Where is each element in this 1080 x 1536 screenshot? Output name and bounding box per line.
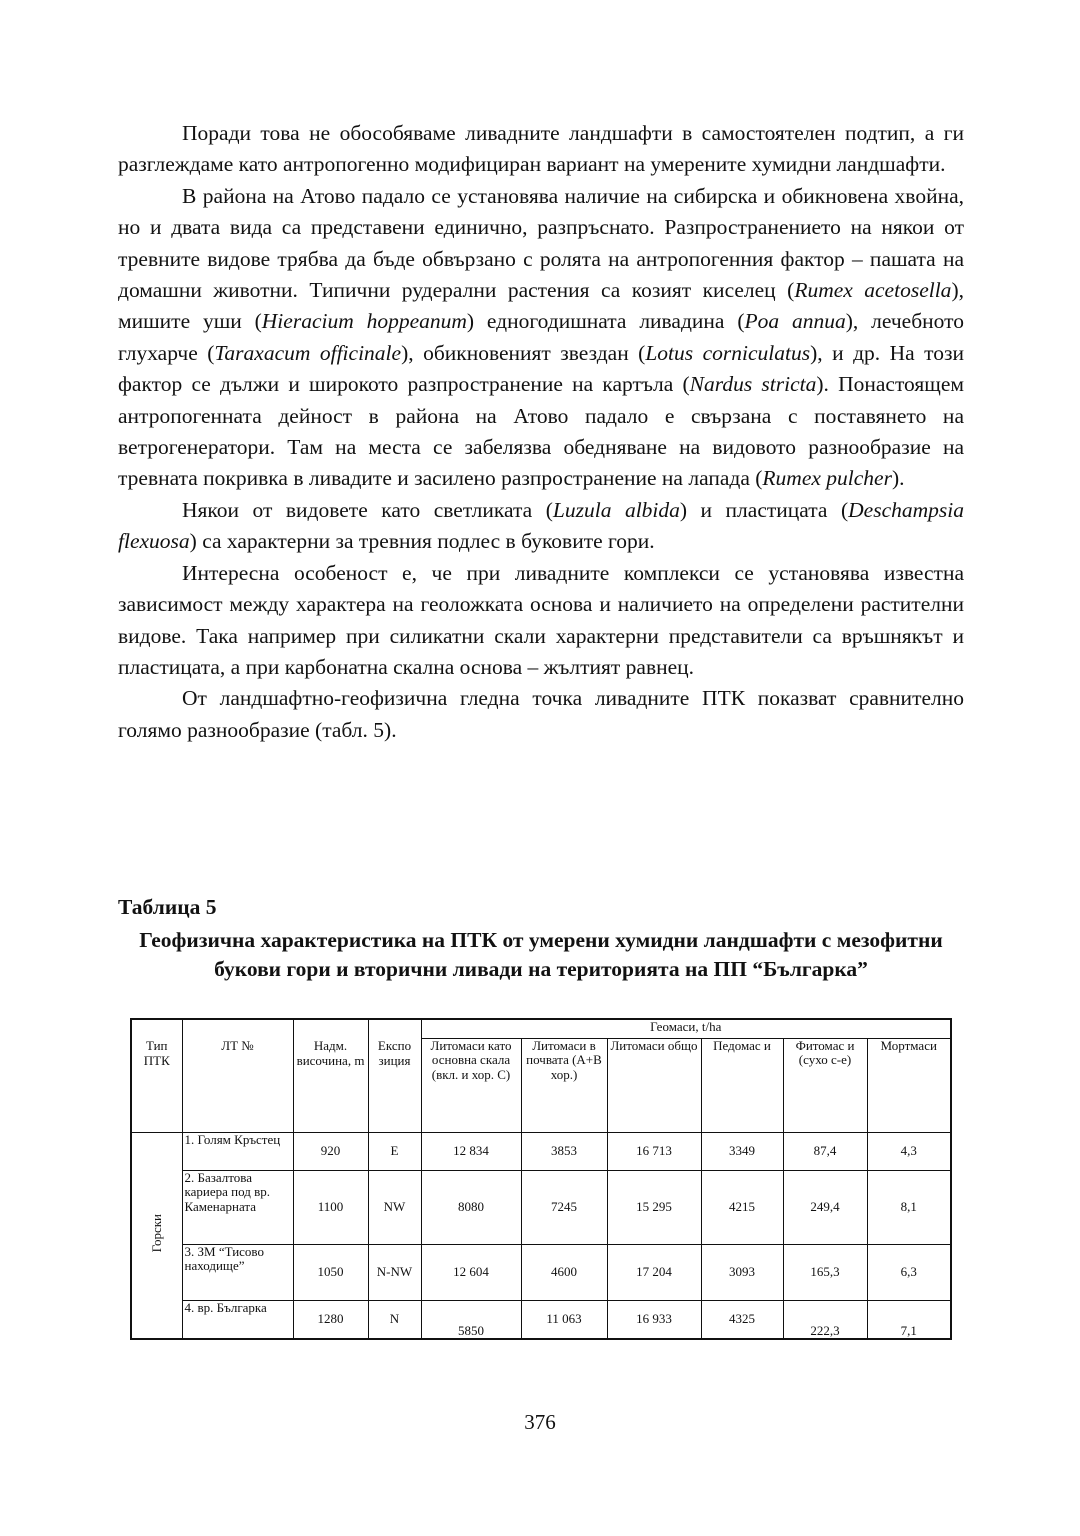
cell-alt: 1100 bbox=[293, 1170, 368, 1244]
text-segment: Интересна особеност е, че при ливадните комплекси се установява известна зависимост между характера на геоложката основа и наличието на определени растителни видове. Така например при силикатни скали характерни представители са връшнякът и пластицата, а при карбонатна скална основа – жълтият равнец. bbox=[118, 560, 964, 679]
cell-lt: 1. Голям Кръстец bbox=[182, 1132, 293, 1170]
cell-lito-soil: 4600 bbox=[521, 1244, 607, 1300]
header-morto: Мортмаси bbox=[867, 1038, 951, 1132]
cell-alt: 1280 bbox=[293, 1300, 368, 1339]
species-name: Poa annua bbox=[744, 309, 846, 334]
cell-lito-rock: 8080 bbox=[421, 1170, 521, 1244]
cell-lito-soil: 7245 bbox=[521, 1170, 607, 1244]
header-type: Тип ПТК bbox=[131, 1019, 182, 1132]
cell-pedo: 3093 bbox=[701, 1244, 783, 1300]
header-phyto: Фитомас и (сухо с-е) bbox=[783, 1038, 867, 1132]
text-segment: ) едногодишната ливадина ( bbox=[466, 309, 745, 334]
species-name: Deschampsia flexuosa bbox=[118, 497, 964, 554]
paragraph bbox=[118, 181, 964, 495]
header-lito-total: Литомаси общо bbox=[607, 1038, 701, 1132]
header-pedo: Педомас и bbox=[701, 1038, 783, 1132]
text-segment: В района на Атово падало се установява наличие на сибирска и обикновена хвойна, но и двата вида са представени единично, разпръснато. Разпространението на някои от тревните видове трябва да бъде обвързано с ролята на антропогенния фактор – пашата на домашни животни. Типични рудерални растения са козият киселец ( bbox=[118, 183, 964, 303]
cell-phyto: 222,3 bbox=[783, 1300, 867, 1339]
paragraph bbox=[118, 683, 964, 746]
cell-morto: 8,1 bbox=[867, 1170, 951, 1244]
table-row bbox=[131, 1244, 951, 1300]
table-row bbox=[131, 1170, 951, 1244]
text-segment: Някои от видовете като светликата ( bbox=[182, 497, 553, 522]
cell-phyto: 165,3 bbox=[783, 1244, 867, 1300]
cell-exp: E bbox=[368, 1132, 421, 1170]
paragraph bbox=[118, 495, 964, 558]
header-geomass-group: Геомаси, t/ha bbox=[421, 1019, 951, 1038]
text-segment: От ландшафтно-геофизична гледна точка ливадните ПТК показват сравнително голямо разнообразие (табл. 5). bbox=[118, 686, 964, 742]
text-segment: ), обикновеният звездан ( bbox=[401, 340, 646, 365]
cell-exp: N-NW bbox=[368, 1244, 421, 1300]
species-name: Rumex acetosella bbox=[794, 278, 952, 303]
text-segment: ), лечебното глухарче ( bbox=[118, 309, 964, 365]
cell-lito-rock: 12 834 bbox=[421, 1132, 521, 1170]
cell-lito-total: 16 933 bbox=[607, 1300, 701, 1339]
species-name: Taraxacum officinale bbox=[214, 340, 402, 365]
species-name: Luzula albida bbox=[552, 497, 680, 522]
header-lt: ЛТ № bbox=[182, 1019, 293, 1132]
cell-lito-soil: 11 063 bbox=[521, 1300, 607, 1339]
paragraph bbox=[118, 558, 964, 684]
cell-lito-total: 17 204 bbox=[607, 1244, 701, 1300]
table-label: Таблица 5 bbox=[118, 895, 217, 919]
paragraph bbox=[118, 118, 964, 181]
group-cell bbox=[131, 1132, 182, 1339]
species-name: Nardus stricta bbox=[689, 372, 817, 397]
cell-pedo: 4215 bbox=[701, 1170, 783, 1244]
species-name: Lotus corniculatus bbox=[645, 340, 811, 365]
species-name: Hieracium hoppeanum bbox=[261, 309, 467, 334]
header-lito-rock: Литомаси като основна скала (вкл. и хор. С) bbox=[421, 1038, 521, 1132]
cell-pedo: 3349 bbox=[701, 1132, 783, 1170]
text-segment: ), мишите уши ( bbox=[118, 278, 964, 334]
geophysical-table bbox=[130, 1018, 952, 1340]
text-segment: ). Понастоящем антропогенната дейност в района на Атово падало е свързана с поставянето на ветрогенератори. Там на места се забелязва обедняване на видовото разнообразие на тревната покривка в ливадите и засилено разпространение на лапада ( bbox=[118, 372, 964, 491]
text-segment: ). bbox=[891, 466, 905, 491]
cell-exp: NW bbox=[368, 1170, 421, 1244]
species-name: Rumex pulcher bbox=[762, 466, 892, 491]
cell-lito-rock: 5850 bbox=[421, 1300, 521, 1339]
group-label: Горски bbox=[148, 1214, 164, 1253]
cell-morto: 4,3 bbox=[867, 1132, 951, 1170]
text-segment: Поради това не обособяваме ливадните ландшафти в самостоятелен подтип, а ги разглеждаме като антропогенно модифициран вариант на умерените хумидни ландшафти. bbox=[118, 121, 964, 177]
cell-pedo: 4325 bbox=[701, 1300, 783, 1339]
cell-alt: 1050 bbox=[293, 1244, 368, 1300]
text-segment: ), и др. На този фактор се дължи и широкото разпространение на картъла ( bbox=[118, 340, 965, 397]
cell-morto: 7,1 bbox=[867, 1300, 951, 1339]
cell-phyto: 87,4 bbox=[783, 1132, 867, 1170]
table-title: Геофизична характеристика на ПТК от умерени хумидни ландшафти с мезофитни букови гори и вторични ливади на територията на ПП “Българка” bbox=[139, 928, 943, 981]
cell-morto: 6,3 bbox=[867, 1244, 951, 1300]
cell-alt: 920 bbox=[293, 1132, 368, 1170]
cell-phyto: 249,4 bbox=[783, 1170, 867, 1244]
cell-lito-soil: 3853 bbox=[521, 1132, 607, 1170]
table-row bbox=[131, 1132, 951, 1170]
table-row bbox=[131, 1300, 951, 1339]
cell-lito-total: 16 713 bbox=[607, 1132, 701, 1170]
cell-lito-total: 15 295 bbox=[607, 1170, 701, 1244]
text-segment: ) и пластицата ( bbox=[679, 497, 849, 522]
page-number: 376 bbox=[524, 1410, 556, 1434]
cell-lt: 4. вр. Българка bbox=[182, 1300, 293, 1339]
cell-lt: 2. Базалтова кариера под вр. Каменарната bbox=[182, 1170, 293, 1244]
text-segment: ) са характерни за тревния подлес в буковите гори. bbox=[189, 529, 655, 554]
cell-lito-rock: 12 604 bbox=[421, 1244, 521, 1300]
body-text bbox=[118, 118, 964, 746]
cell-exp: N bbox=[368, 1300, 421, 1339]
header-lito-soil: Литомаси в почвата (А+В хор.) bbox=[521, 1038, 607, 1132]
header-altitude: Надм. височина, m bbox=[293, 1019, 368, 1132]
header-exposure: Експо зиция bbox=[368, 1019, 421, 1132]
cell-lt: 3. ЗМ “Тисово находище” bbox=[182, 1244, 293, 1300]
